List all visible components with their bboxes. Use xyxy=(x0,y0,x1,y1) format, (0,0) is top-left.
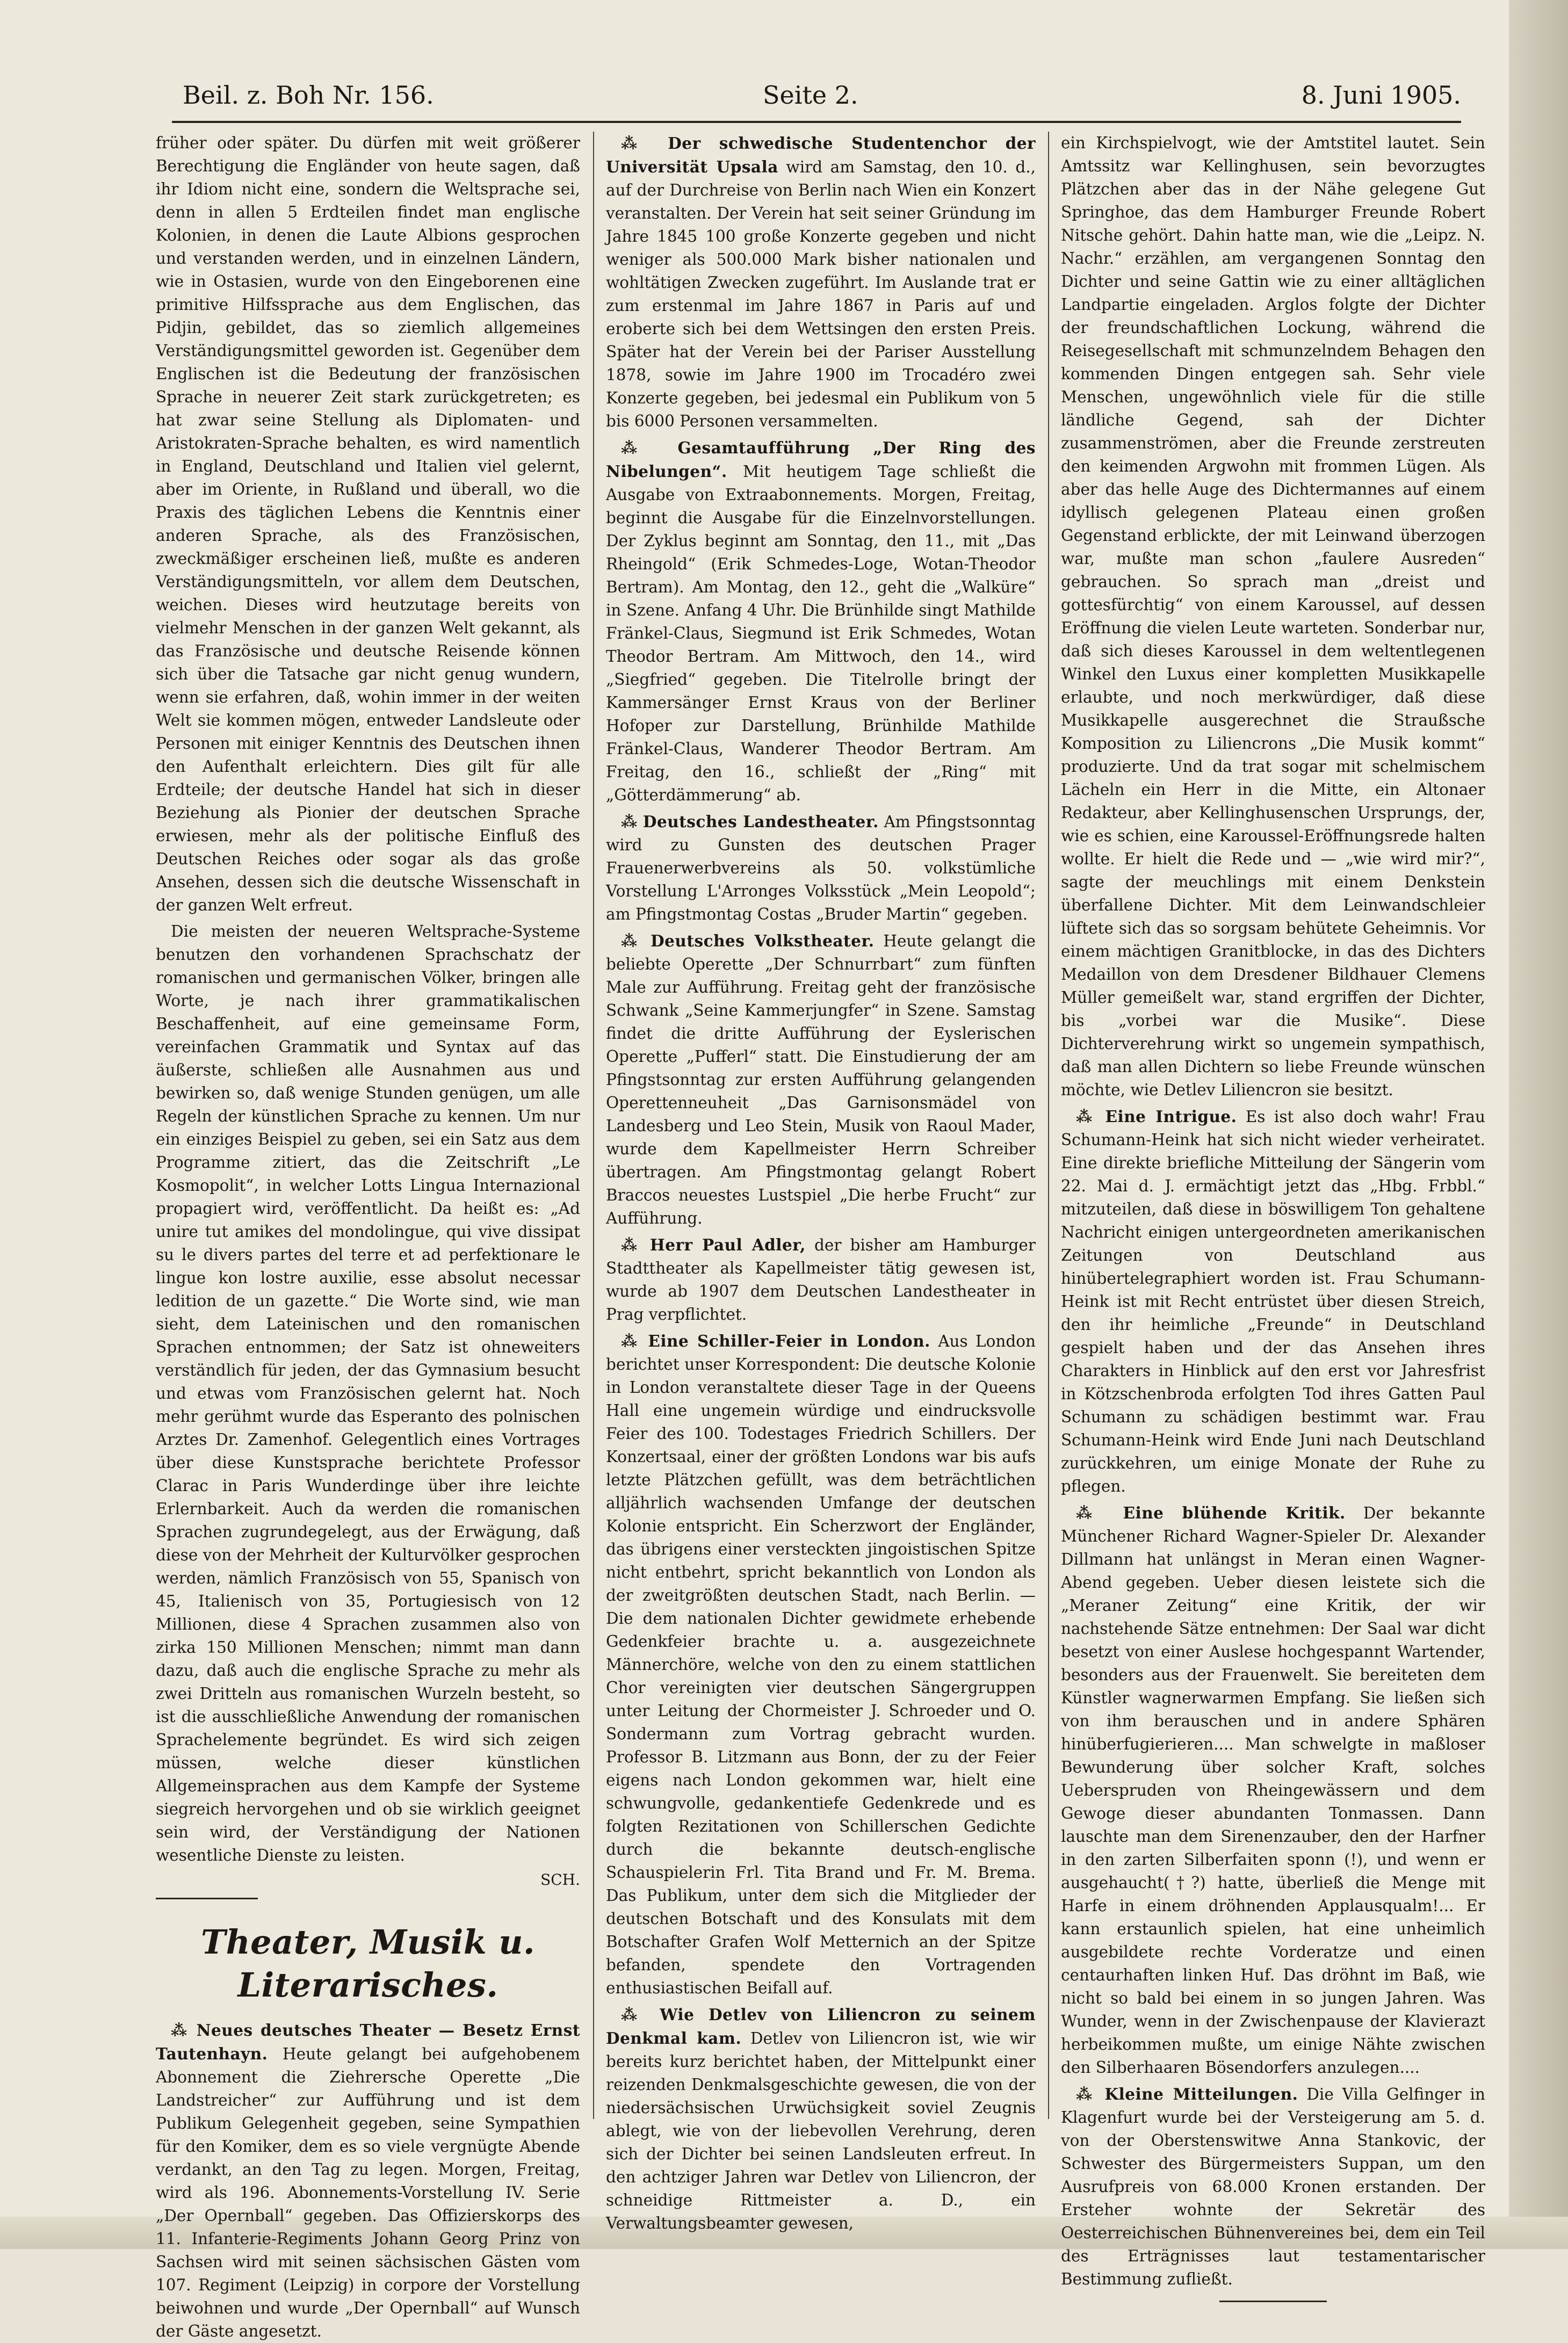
article-text: ein Kirchspielvogt, wie der Amtstitel lautet. Sein Amtssitz war Kellinghusen, sein bevorzugtes Plätzchen aber das in der Nähe gelegene Gut Springhoe, das dem Hamburger Freunde Robert Nitsche gehört. Dahin hatte man, wie die „Leipz. N. Nachr.“ erzählen, am vergangenen Sonntag den Dichter und seine Gattin wie zu einer alltäglichen Landpartie eingeladen. Arglos folgte der Dichter der freundschaftlichen Lockung, während die Reisegesellschaft mit schmunzelndem Behagen den kommenden Dingen entgegen sah. Sehr viele Menschen, ungewöhnlich viele für die stille ländliche Gegend, sah der Dichter zusammenströmen, aber die Freunde zerstreuten den keimenden Argwohn mit frommen Lügen. Als aber das helle Auge des Dichtermannes auf einem idyllisch gelegenen Plateau einen großen Gegenstand erblickte, der mit Leinwand überzogen war, mußte man schon „faulere Ausreden“ gebrauchen. So sprach man „dreist und gottesfürchtig“ von einem Karoussel, auf dessen Eröffnung die vielen Leute warteten. Sonderbar nur, daß sich dieses Karoussel in dem weltentlegenen Winkel den Luxus einer kompletten Musikkapelle erlaubte, und noch merkwürdiger, daß diese Musikkapelle ausgerechnet die Straußsche Komposition zu Liliencrons „Die Musik kommt“ produzierte. Und da trat sogar mit schelmischem Lächeln ein Herr in die Mitte, ein Altonaer Redakteur, aber Kellinghusenschen Ursprungs, der, wie es schien, eine Karoussel-Eröffnungsrede halten wollte. Er hielt die Rede und — „wie wird mir?“, sagte der meuchlings mit einem Denkstein überfallene Dichter. Mit dem Leinwandschleier lüftete sich das so sorgsam behütete Geheimnis. Vor einem mächtigen Granitblocke, in das des Dichters Medaillon von dem Dresdener Bildhauer Clemens Müller gemeißelt war, stand ergriffen der Dichter, bis „vorbei war die Musike“. Diese Dichterverehrung wirkt so ungemein sympathisch, daß man allen Dichtern so liebe Freunde wünschen möchte, wie Detlev Liliencron sie besitzt. xyxy=(1061,134,1485,1099)
header-rule xyxy=(172,121,1461,123)
ornament-icon: ⁂ xyxy=(1076,1503,1123,1522)
ornament-icon: ⁂ xyxy=(621,812,643,831)
page-header xyxy=(183,81,1461,118)
news-item-body: Die Villa Gelfinger in Klagenfurt wurde bei der Versteigerung am 5. d. von der Oberstenswitwe Anna Stankovic, der Schwester des Bürgermeisters Suppan, um den Ausrufpreis von 68.000 Kronen erstanden. Der Ersteher wohnte der Sekretär des Oesterreichischen Bühnenvereines bei, dem ein Teil des Erträgnisses laut testamentarischer Bestimmung zufließt. xyxy=(1061,2085,1485,2288)
article-text: früher oder später. Du dürfen mit weit größerer Berechtigung die Engländer von heute sagen, daß ihr Idiom nicht eine, sondern die Weltsprache sei, denn in allen 5 Erdteilen findet man englische Kolonien, in denen die Laute Albions gesprochen und verstanden werden, und in einzelnen Ländern, wie in Ostasien, wurde von den Eingeborenen eine primitive Hilfssprache aus dem Englischen, das Pidjin, gebildet, das so ziemlich allgemeines Verständigungsmittel geworden ist. Gegenüber dem Englischen ist die Bedeutung der französischen Sprache in neuerer Zeit stark zurückgetreten; es hat zwar seine Stellung als Diplomaten- und Aristokraten-Sprache behalten, es wird namentlich in England, Deutschland und Italien viel gelernt, aber im Oriente, in Rußland und überall, wo die Praxis des täglichen Lebens die Kenntnis einer anderen Sprache, als des Französischen, zweckmäßiger erscheinen ließ, mußte es anderen Verständigungsmitteln, vor allem dem Deutschen, weichen. Dieses wird heutzutage bereits von vielmehr Menschen in der ganzen Welt gekannt, als das Französische und deutsche Reisende können sich über die Tatsache gar nicht genug wundern, wenn sie erfahren, daß, wohin immer in der weiten Welt sie kommen mögen, entweder Landsleute oder Personen mit einiger Kenntnis des Deutschen ihnen den Aufenthalt erleichtern. Dies gilt für alle Erdteile; der deutsche Handel hat sich in dieser Beziehung als Pionier der deutschen Sprache erwiesen, mehr als der politische Einfluß des Deutschen Reiches oder sogar als das große Ansehen, dessen sich die deutsche Wissenschaft in der ganzen Welt erfreut. xyxy=(156,134,580,914)
news-item-body: Detlev von Liliencron ist, wie wir bereits kurz berichtet haben, der Mittelpunkt einer reizenden Denkmalsgeschichte gewesen, die von der niedersächsischen Urwüchsigkeit soviel Zeugnis ablegt, wie von der liebevollen Verehrung, deren sich der Dichter bei seinen Landsleuten erfreut. In den achtziger Jahren war Detlev von Liliencron, der schneidige Rittmeister a. D., ein Verwaltungsbeamter gewesen, xyxy=(606,2029,1036,2232)
column-3 xyxy=(1061,132,1486,2288)
ornament-icon: ⁂ xyxy=(621,1235,650,1254)
news-item xyxy=(1061,1501,1485,2079)
ornament-icon: ⁂ xyxy=(621,134,668,153)
column-rule-2 xyxy=(1048,132,1049,2119)
news-item-body: wird am Samstag, den 10. d., auf der Durchreise von Berlin nach Wien ein Konzert veranstalten. Der Verein hat seit seiner Gründung im Jahre 1845 100 große Konzerte gegeben und nicht weniger als 500.000 Mark bisher nationalen und wohltätigen Zwecken zugeführt. Im Auslande trat er zum erstenmal im Jahre 1867 in Paris auf und eroberte sich bei dem Wettsingen den ersten Preis. Später hat der Verein bei der Pariser Ausstellung 1878, sowie im Jahre 1900 im Trocadéro zwei Konzerte gegeben, bei jedesmal ein Publikum von 5 bis 6000 Personen versammelten. xyxy=(606,158,1036,430)
news-item-headline: Deutsches Volkstheater. xyxy=(651,931,875,950)
news-item xyxy=(606,436,1036,807)
news-item-body: Aus London berichtet unser Korrespondent: Die deutsche Kolonie in London veranstaltete dieser Tage in der Queens Hall eine ungemein würdige und eindrucksvolle Feier des 100. Todestages Friedrich Schillers. Der Konzertsaal, einer der größten Londons war bis aufs letzte Plätzchen gefüllt, was dem beträchtlichen alljährlich wachsenden Umfange der deutschen Kolonie entspricht. Ein Scherzwort der Engländer, das übrigens einer versteckten jingoistischen Spitze nicht entbehrt, spricht bekanntlich von London als der zweitgrößten deutschen Stadt, nach Berlin. — Die dem nationalen Dichter gewidmete erhebende Gedenkfeier brachte u. a. ausgezeichnete Männerchöre, welche von den zu einem stattlichen Chor vereinigten vier deutschen Sängergruppen unter Leitung der Chormeister J. Schroeder und O. Sondermann zum Vortrag gebracht wurden. Professor B. Litzmann aus Bonn, der zu der Feier eigens nach London gekommen war, hielt eine schwungvolle, gedankentiefe Gedenkrede und es folgten Rezitationen von Schillerschen Gedichte durch die bekannte deutsch-englische Schauspielerin Frl. Tita Brand und Fr. M. Brema. Das Publikum, unter dem sich die Mitglieder der deutschen Botschaft und des Konsulats mit dem Botschafter Grafen Wolf Metternich an der Spitze befanden, spendete den Vortragenden enthusiastischen Beifall auf. xyxy=(606,1332,1036,1997)
news-item-body: Mit heutigem Tage schließt die Ausgabe von Extraabonnements. Morgen, Freitag, beginnt die Ausgabe für die Einzelnvorstellungen. Der Zyklus beginnt am Sonntag, den 11., mit „Das Rheingold“ (Erik Schmedes-Loge, Wotan-Theodor Bertram). Am Montag, den 12., geht die „Walküre“ in Szene. Anfang 4 Uhr. Die Brünhilde singt Mathilde Fränkel-Claus, Siegmund ist Erik Schmedes, Wotan Theodor Bertram. Am Mittwoch, den 14., wird „Siegfried“ gegeben. Die Titelrolle bringt der Kammersänger Ernst Kraus von der Berliner Hofoper zur Darstellung, Brünhilde Mathilde Fränkel-Claus, Wanderer Theodor Bertram. Am Freitag, den 16., schließt der „Ring“ mit „Götterdämmerung“ ab. xyxy=(606,462,1036,804)
header-date: 8. Juni 1905. xyxy=(1301,81,1461,110)
news-item xyxy=(156,2019,580,2343)
news-item xyxy=(1061,2082,1485,2291)
news-item-body: Es ist also doch wahr! Frau Schumann-Heink hat sich nicht wieder verheiratet. Eine direkte briefliche Mitteilung der Sängerin vom 22. Mai d. J. ermächtigt jetzt das „Hbg. Frbbl.“ mitzuteilen, daß diese in böswilligem Ton gehaltene Nachricht einigen untergeordneten amerikanischen Zeitungen von Deutschland aus hinübertelegraphiert worden ist. Frau Schumann-Heink ist mit Recht entrüstet über diesen Streich, den ihr heimliche „Freunde“ in Deutschland gespielt haben und der das Ansehen ihres Charakters in Hinblick auf den erst vor Jahresfrist in Kötzschenbroda erfolgten Tod ihres Gatten Paul Schumann zu schädigen bestimmt war. Frau Schumann-Heink wird Ende Juni nach Deutschland zurückkehren, um einige Monate der Ruhe zu pflegen. xyxy=(1061,1108,1486,1495)
news-item xyxy=(606,132,1036,433)
news-item-headline: Der schwedische Studentenchor der Universität Upsala xyxy=(606,134,1036,176)
news-item xyxy=(1061,1105,1485,1498)
ornament-icon: ⁂ xyxy=(621,1332,648,1350)
news-item-headline: Neues deutsches Theater — Besetz Ernst Tautenhayn. xyxy=(156,2021,580,2063)
news-item-body: Am Pfingstsonntag wird zu Gunsten des deutschen Prager Frauenerwerbvereins als 50. volkstümliche Vorstellung L'Arronges Volksstück „Mein Leopold“; am Pfingstmontag Costas „Bruder Martin“ gegeben. xyxy=(606,813,1036,923)
author-signature: SCH. xyxy=(540,1871,580,1889)
news-item-body: Heute gelangt bei aufgehobenem Abonnement die Ziehrersche Operette „Die Landstreicher“ zur Aufführung und ist dem Publikum Gelegenheit gegeben, seine Sympathien für den Komiker, dem es so viele vergnügte Abende verdankt, an den Tag zu legen. Morgen, Freitag, wird als 196. Abonnements-Vorstellung IV. Serie „Der Opernball“ gegeben. Das Offizierskorps des 11. Infanterie-Regiments Johann Georg Prinz von Sachsen wird mit seinen sächsischen Gästen vom 107. Regiment (Leipzig) in corpore der Vorstellung beiwohnen und wurde „Der Opernball“ auf Wunsch der Gäste angesetzt. xyxy=(156,2045,580,2340)
header-page-number: Seite 2. xyxy=(763,81,858,110)
column-rule-1 xyxy=(593,132,594,2119)
ornament-icon: ⁂ xyxy=(1076,2085,1105,2103)
news-item xyxy=(606,1329,1036,2000)
news-item-body: Heute gelangt die beliebte Operette „Der Schnurrbart“ zum fünften Male zur Aufführung. Freitag geht der französische Schwank „Seine Kammerjungfer“ in Szene. Samstag findet die dritte Aufführung der Eyslerischen Operette „Pufferl“ statt. Die Einstudierung der am Pfingstsonntag zur ersten Aufführung gelangenden Operettenneuheit „Das Garnisonsmädel von Landesberg und Leo Stein, Musik von Raoul Mader, wurde dem Kapellmeister Herrn Schreiber übertragen. Am Pfingstmontag gelangt Robert Braccos neuestes Lustspiel „Die herbe Frucht“ zur Aufführung. xyxy=(606,932,1036,1227)
ornament-icon: ⁂ xyxy=(171,2021,197,2040)
news-item-body: der bisher am Hamburger Stadttheater als Kapellmeister tätig gewesen ist, wurde ab 1907 dem Deutschen Landestheater in Prag verpflichtet. xyxy=(606,1236,1036,1324)
news-item xyxy=(606,2003,1036,2235)
closing-rule xyxy=(1219,2301,1327,2302)
ornament-icon: ⁂ xyxy=(621,931,651,950)
ornament-icon: ⁂ xyxy=(621,2005,660,2024)
column-2 xyxy=(606,132,1036,2232)
news-item-body: Der bekannte Münchener Richard Wagner-Spieler Dr. Alexander Dillmann hat unlängst in Meran einen Wagner-Abend gegeben. Ueber diesen leistete sich die „Meraner Zeitung“ eine Kritik, der wir nachstehende Sätze entnehmen: Der Saal war dicht besetzt von einer Auslese hochgespannt Wartender, besonders aus der Frauenwelt. Sie bereiteten dem Künstler wagnerwarmen Empfang. Sie ließen sich von ihm berauschen und in andere Sphären hinüberfugierieren.... Man schwelgte in maßloser Bewunderung über solcher Kraft, solches Ueberspruden von Rheingewässern und dem Gewoge dieser abundanten Tonmassen. Dann lauschte man dem Sirenenzauber, den der Harfner in den zarten Silberfaiten sponn (!), und wenn er ausgehaucht(†?) hatte, überließ die Menge mit Harfe in einem dröhnenden Applausqualm!... Er kann erstaunlich spielen, hat eine unheimlich ausgebildete rechte Vorderatze und einen centaurhaften linken Huf. Das dröhnt im Baß, wie nicht so bald bei einem in so jungen Jahren. Was Wunder, wenn in der Zwischenpause der Klavierazt herbeikommen mußte, um einige Nähte zwischen den Silberhaaren Bösendorfers anzulegen.... xyxy=(1061,1504,1485,2077)
section-rule xyxy=(156,1898,258,1899)
news-item-headline: Kleine Mitteilungen. xyxy=(1104,2085,1298,2103)
news-item-headline: Eine Schiller-Feier in London. xyxy=(648,1332,930,1350)
news-item xyxy=(606,1233,1036,1326)
news-item-headline: Eine Intrigue. xyxy=(1105,1107,1237,1126)
news-item xyxy=(606,810,1036,926)
news-item-headline: Wie Detlev von Liliencron zu seinem Denkmal kam. xyxy=(606,2005,1036,2048)
ornament-icon: ⁂ xyxy=(621,438,678,457)
section-heading: Theater, Musik u. Literarisches. xyxy=(200,1922,536,2005)
scan-edge-right xyxy=(1509,0,1568,2249)
article-text: Die meisten der neueren Weltsprache-Systeme benutzen den vorhandenen Sprachschatz der romanischen und germanischen Völker, bringen alle Worte, je nach ihrer grammatikalischen Beschaffenheit, auf eine gemeinsame Form, vereinfachen Grammatik und Syntax auf das äußerste, schließen alle Ausnahmen aus und bewirken so, daß wenige Stunden genügen, um alle Regeln der künstlichen Sprache zu kennen. Um nur ein einziges Beispiel zu geben, sei ein Satz aus dem Programme zitiert, das die Zeitschrift „Le Kosmopolit“, in welcher Lotts Lingua Internazional propagiert wird, veröffentlicht. Da heißt es: „Ad unire tut amikes del mondolingue, qui vive dissipat su le divers partes del terre et ad perfektionare le lingue kon lostre auxilie, esse absolut necessar ledition de un gazette.“ Die Worte sind, wie man sieht, dem Lateinischen und den romanischen Sprachen entnommen; der Satz ist ohneweiters verständlich für jeden, der das Gymnasium besucht und etwas vom Französischen gelernt hat. Noch mehr gerühmt wurde das Esperanto des polnischen Arztes Dr. Zamenhof. Gelegentlich eines Vortrages über diese Kunstsprache berichtete Professor Clarac in Paris Wunderdinge über ihre leichte Erlernbarkeit. Auch da werden die romanischen Sprachen zugrundegelegt, aus der Erwägung, daß diese von der Mehrheit der Kulturvölker gesprochen werden, nämlich Französisch von 55, Spanisch von 45, Italienisch von 35, Portugiesisch von 12 Millionen, diese 4 Sprachen zusammen also von zirka 150 Millionen Menschen; nimmt man dann dazu, daß auch die englische Sprache zu mehr als zwei Dritteln aus romanischen Wurzeln besteht, so ist die ausschließliche Anwendung der romanischen Sprachelemente begründet. Es wird sich zeigen müssen, welche dieser künstlichen Allgemeinsprachen aus dem Kampfe der Systeme siegreich hervorgehen und ob sie wirklich geeignet sein wird, der Verständigung der Nationen wesentliche Dienste zu leisten. xyxy=(156,922,580,1864)
news-item-headline: Gesamtaufführung „Der Ring des Nibelungen“. xyxy=(606,438,1036,481)
news-item-headline: Deutsches Landestheater. xyxy=(642,812,879,831)
column-1 xyxy=(156,132,580,2340)
header-issue: Beil. z. Boh Nr. 156. xyxy=(183,81,434,110)
news-item xyxy=(606,929,1036,1230)
ornament-icon: ⁂ xyxy=(1076,1107,1105,1126)
news-item-headline: Herr Paul Adler, xyxy=(649,1235,806,1254)
news-item-headline: Eine blühende Kritik. xyxy=(1123,1503,1346,1522)
